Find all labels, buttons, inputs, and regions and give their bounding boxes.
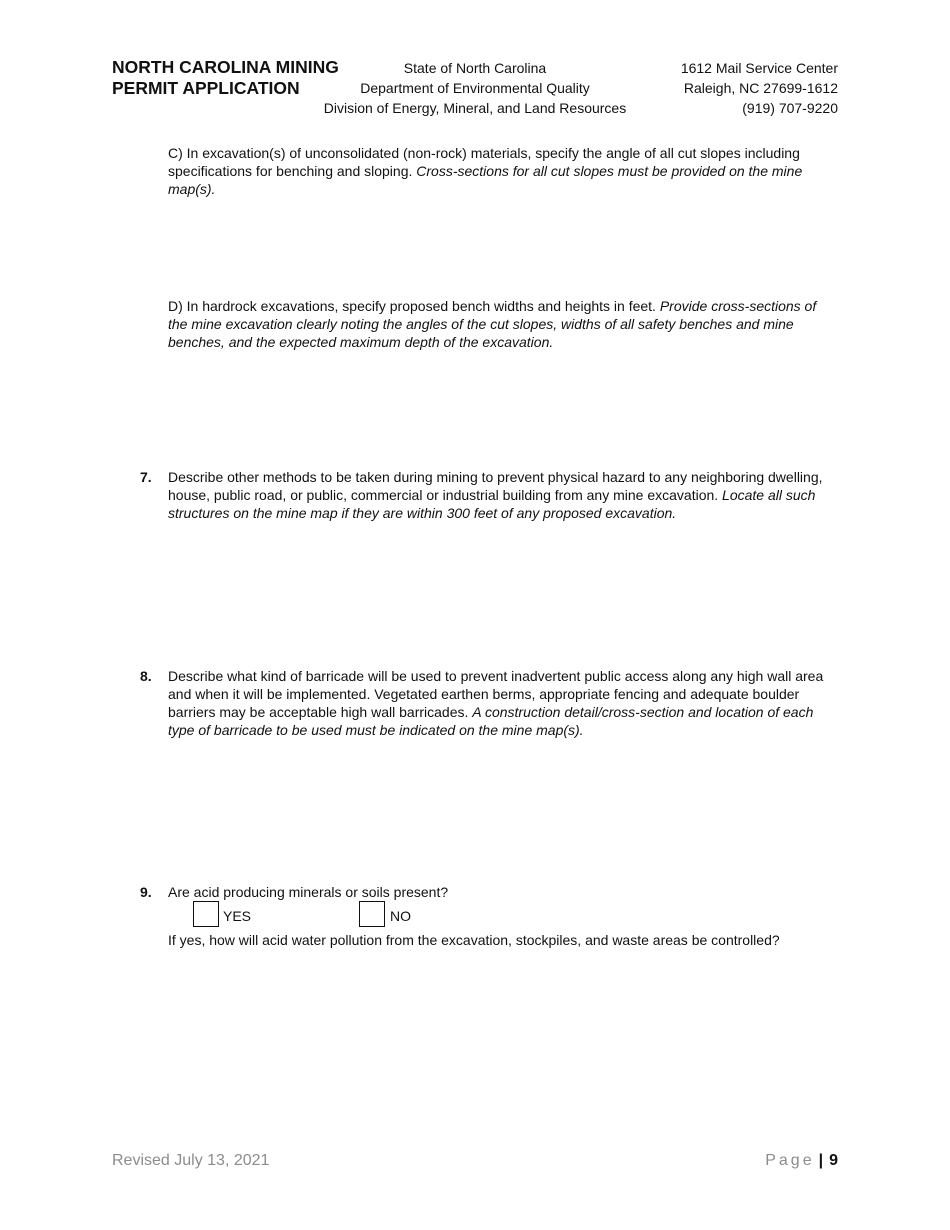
- question-7-number: 7.: [140, 469, 152, 485]
- form-title-line-1: NORTH CAROLINA MINING: [112, 57, 339, 77]
- page-separator: |: [818, 1152, 824, 1169]
- question-7-text: Describe other methods to be taken during mining to prevent physical hazard to any neighboring dwelling, house, public road, or public, commercial or industrial building from any mine excavation.: [168, 469, 823, 503]
- page-word: Page: [765, 1152, 815, 1169]
- form-title-line-2: PERMIT APPLICATION: [112, 78, 300, 98]
- address-block: [681, 58, 838, 118]
- section-d-instruction: Provide cross-sections of the mine excavation clearly noting the angles of the cut slopes, widths of all safety benches and mine benches, and the expected maximum depth of the excavation.: [168, 298, 817, 350]
- section-c-text: C) In excavation(s) of unconsolidated (non-rock) materials, specify the angle of all cut slopes including specifications for benching and sloping.: [168, 145, 800, 179]
- yes-label: YES: [223, 908, 252, 924]
- question-9-number: 9.: [140, 884, 152, 900]
- section-c-instruction: Cross-sections for all cut slopes must be provided on the mine map(s).: [168, 163, 803, 197]
- question-7-instruction: Locate all such structures on the mine map if they are within 300 feet of any proposed excavation.: [168, 487, 816, 521]
- page-number: 9: [829, 1152, 838, 1169]
- question-8-text: Describe what kind of barricade will be used to prevent inadvertent public access along any high wall area and when it will be implemented. Vegetated earthen berms, appropriate fencing and adequate boulder barriers may be acceptable high wall barricades.: [168, 668, 824, 720]
- section-c-prompt: [168, 144, 838, 198]
- section-d-prompt: [168, 297, 838, 351]
- no-checkbox[interactable]: [359, 901, 385, 927]
- agency-block: [300, 58, 650, 118]
- agency-department: Department of Environmental Quality: [360, 80, 590, 96]
- address-line-1: 1612 Mail Service Center: [680, 60, 838, 76]
- page-indicator: [765, 1152, 838, 1170]
- address-line-2: Raleigh, NC 27699-1612: [683, 80, 838, 96]
- phone-number: (919) 707-9220: [742, 100, 838, 116]
- agency-division: Division of Energy, Mineral, and Land Resources: [323, 100, 627, 116]
- no-label: NO: [390, 908, 411, 924]
- section-d-text: D) In hardrock excavations, specify proposed bench widths and heights in feet.: [168, 298, 656, 314]
- question-9-followup: If yes, how will acid water pollution from the excavation, stockpiles, and waste areas be controlled?: [168, 932, 780, 948]
- question-9-text: Are acid producing minerals or soils present?: [168, 884, 449, 900]
- question-7-prompt: [168, 468, 838, 522]
- question-8-instruction: A construction detail/cross-section and location of each type of barricade to be used must be indicated on the mine map(s).: [168, 704, 814, 738]
- revision-date: Revised July 13, 2021: [112, 1152, 270, 1169]
- yes-checkbox[interactable]: [193, 901, 219, 927]
- question-8-prompt: [168, 667, 838, 739]
- agency-state: State of North Carolina: [403, 60, 547, 76]
- question-8-number: 8.: [140, 668, 152, 684]
